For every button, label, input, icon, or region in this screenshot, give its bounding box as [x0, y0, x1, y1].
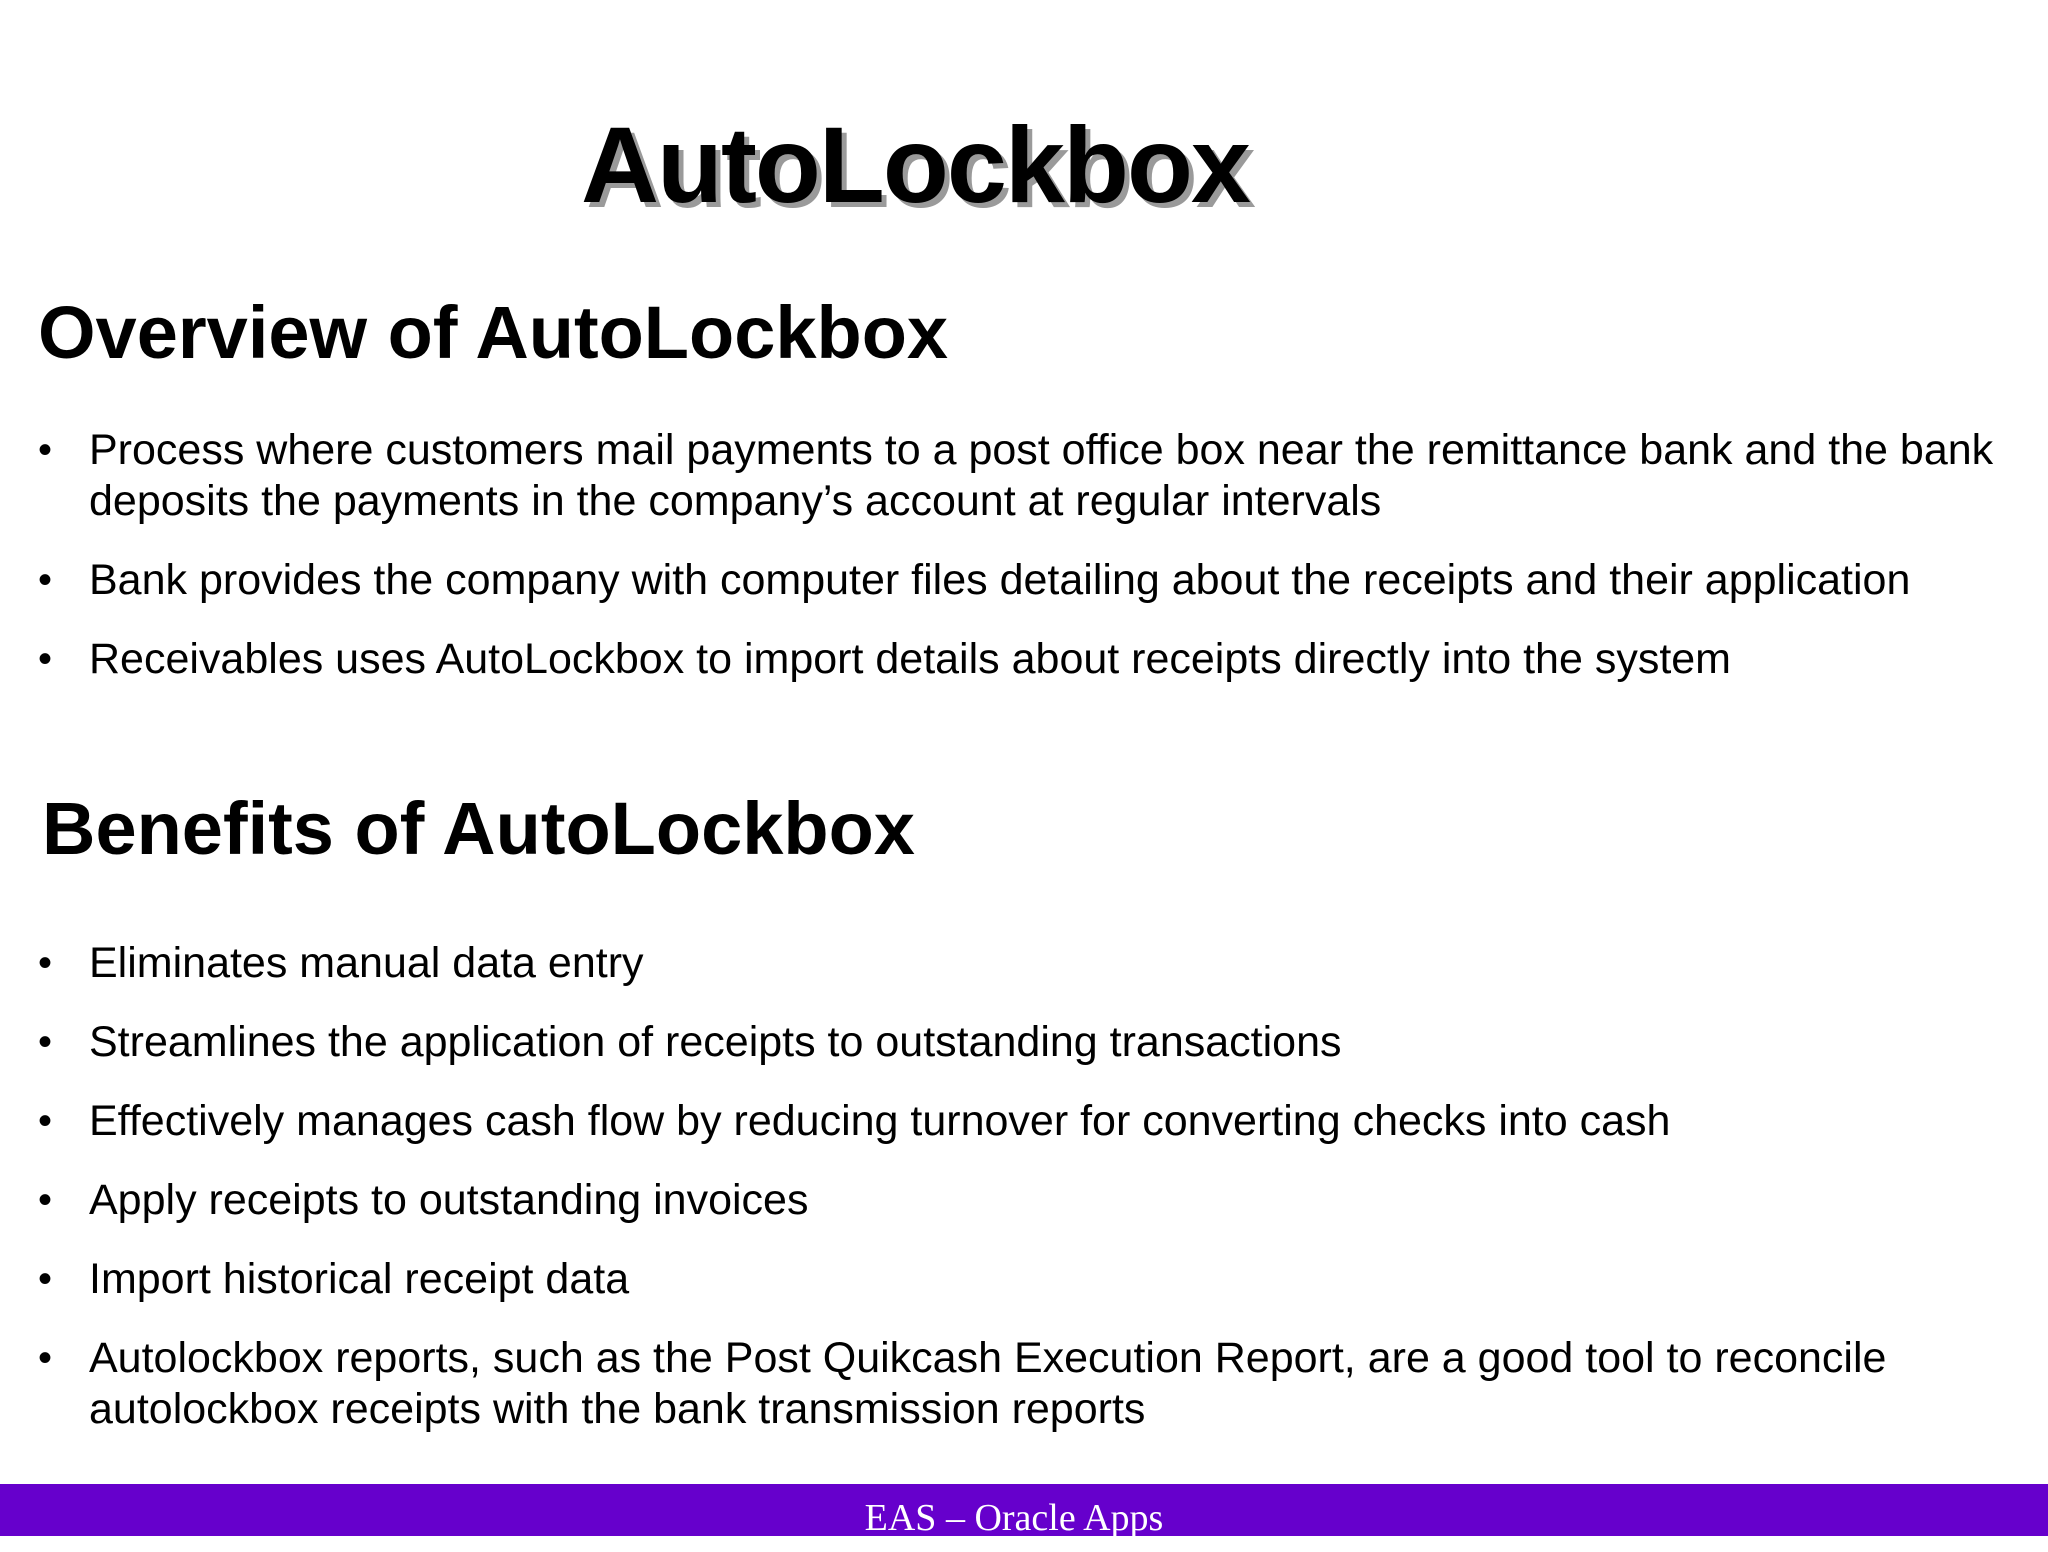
footer-bar [0, 1484, 2048, 1539]
list-item [38, 938, 1998, 989]
list-item [38, 634, 1998, 685]
bullet-text: Eliminates manual data entry [89, 939, 644, 987]
bullet-icon: • [38, 558, 53, 602]
slide-title: AutoLockbox [581, 104, 1249, 225]
bullet-text: Effectively manages cash flow by reducing turnover for converting checks into cash [89, 1097, 1671, 1145]
bullet-icon: • [38, 1178, 53, 1222]
overview-bullet-list [38, 425, 1998, 713]
list-item [38, 425, 1998, 527]
benefits-bullet-list [38, 938, 1998, 1463]
overview-heading: Overview of AutoLockbox [38, 291, 949, 374]
bullet-text: Streamlines the application of receipts to outstanding transactions [89, 1018, 1342, 1066]
footer-text: EAS – Oracle Apps [864, 1497, 1164, 1539]
bullet-icon: • [38, 1020, 53, 1064]
bullet-text: Apply receipts to outstanding invoices [89, 1176, 809, 1224]
bullet-icon: • [38, 941, 53, 985]
list-item [38, 555, 1998, 606]
bullet-text: Bank provides the company with computer files detailing about the receipts and their application [89, 556, 1911, 604]
list-item [38, 1333, 1998, 1435]
bullet-text: Autolockbox reports, such as the Post Quikcash Execution Report, are a good tool to reconcile autolockbox receipts with the bank transmission reports [89, 1334, 1887, 1433]
list-item [38, 1096, 1998, 1147]
bullet-icon: • [38, 428, 53, 472]
bullet-text: Import historical receipt data [89, 1255, 630, 1303]
bullet-icon: • [38, 1099, 53, 1143]
bullet-text: Process where customers mail payments to a post office box near the remittance bank and the bank deposits the payments in the company’s account at regular intervals [89, 426, 1994, 525]
bullet-icon: • [38, 1257, 53, 1301]
list-item [38, 1254, 1998, 1305]
list-item [38, 1175, 1998, 1226]
benefits-heading: Benefits of AutoLockbox [42, 787, 915, 870]
bullet-icon: • [38, 1336, 53, 1380]
bullet-text: Receivables uses AutoLockbox to import details about receipts directly into the system [89, 635, 1731, 683]
list-item [38, 1017, 1998, 1068]
bullet-icon: • [38, 637, 53, 681]
